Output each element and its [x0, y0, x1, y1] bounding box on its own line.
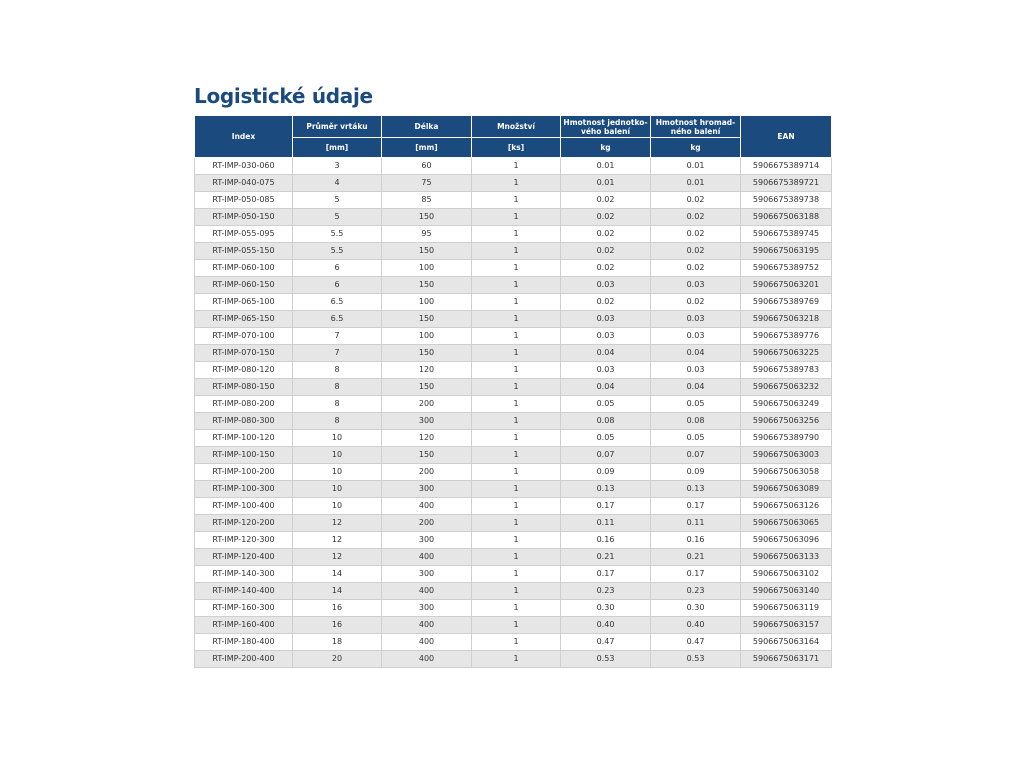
cell-length: 150 — [382, 379, 472, 396]
cell-ean: 5906675063140 — [741, 583, 832, 600]
cell-bulk-weight: 0.09 — [651, 464, 741, 481]
cell-index: RT-IMP-055-095 — [195, 226, 293, 243]
cell-index: RT-IMP-140-300 — [195, 566, 293, 583]
cell-unit-weight: 0.02 — [561, 192, 651, 209]
cell-bulk-weight: 0.05 — [651, 396, 741, 413]
cell-diameter: 12 — [293, 515, 382, 532]
cell-quantity: 1 — [472, 549, 561, 566]
cell-length: 300 — [382, 532, 472, 549]
cell-unit-weight: 0.07 — [561, 447, 651, 464]
cell-ean: 5906675063164 — [741, 634, 832, 651]
cell-ean: 5906675389790 — [741, 430, 832, 447]
cell-bulk-weight: 0.02 — [651, 243, 741, 260]
cell-index: RT-IMP-100-400 — [195, 498, 293, 515]
cell-unit-weight: 0.23 — [561, 583, 651, 600]
cell-diameter: 10 — [293, 498, 382, 515]
cell-quantity: 1 — [472, 634, 561, 651]
cell-bulk-weight: 0.01 — [651, 175, 741, 192]
cell-ean: 5906675063232 — [741, 379, 832, 396]
table-row — [195, 209, 832, 226]
cell-bulk-weight: 0.02 — [651, 260, 741, 277]
cell-ean: 5906675389745 — [741, 226, 832, 243]
cell-ean: 5906675063225 — [741, 345, 832, 362]
cell-ean: 5906675063102 — [741, 566, 832, 583]
cell-quantity: 1 — [472, 617, 561, 634]
cell-index: RT-IMP-080-200 — [195, 396, 293, 413]
cell-diameter: 7 — [293, 328, 382, 345]
table-row — [195, 413, 832, 430]
cell-length: 100 — [382, 260, 472, 277]
cell-diameter: 16 — [293, 600, 382, 617]
cell-ean: 5906675063249 — [741, 396, 832, 413]
col-header-length: Délka — [382, 116, 472, 138]
cell-diameter: 18 — [293, 634, 382, 651]
cell-quantity: 1 — [472, 175, 561, 192]
table-row — [195, 396, 832, 413]
cell-length: 200 — [382, 464, 472, 481]
cell-index: RT-IMP-030-060 — [195, 158, 293, 175]
cell-length: 300 — [382, 566, 472, 583]
cell-bulk-weight: 0.08 — [651, 413, 741, 430]
cell-quantity: 1 — [472, 583, 561, 600]
cell-ean: 5906675063195 — [741, 243, 832, 260]
cell-bulk-weight: 0.01 — [651, 158, 741, 175]
cell-bulk-weight: 0.53 — [651, 651, 741, 668]
cell-index: RT-IMP-100-200 — [195, 464, 293, 481]
cell-unit-weight: 0.09 — [561, 464, 651, 481]
table-row — [195, 549, 832, 566]
cell-length: 400 — [382, 651, 472, 668]
cell-quantity: 1 — [472, 430, 561, 447]
cell-ean: 5906675063188 — [741, 209, 832, 226]
table-row — [195, 430, 832, 447]
cell-diameter: 4 — [293, 175, 382, 192]
cell-unit-weight: 0.02 — [561, 243, 651, 260]
cell-ean: 5906675063126 — [741, 498, 832, 515]
cell-diameter: 7 — [293, 345, 382, 362]
table-row — [195, 328, 832, 345]
cell-bulk-weight: 0.11 — [651, 515, 741, 532]
cell-unit-weight: 0.11 — [561, 515, 651, 532]
cell-unit-weight: 0.04 — [561, 345, 651, 362]
cell-unit-weight: 0.53 — [561, 651, 651, 668]
table-row — [195, 345, 832, 362]
cell-length: 150 — [382, 209, 472, 226]
cell-diameter: 6.5 — [293, 311, 382, 328]
cell-unit-weight: 0.03 — [561, 328, 651, 345]
cell-length: 400 — [382, 634, 472, 651]
cell-diameter: 10 — [293, 430, 382, 447]
table-row — [195, 158, 832, 175]
unit-quantity: [ks] — [472, 138, 561, 158]
cell-diameter: 12 — [293, 532, 382, 549]
cell-bulk-weight: 0.17 — [651, 566, 741, 583]
table-row — [195, 532, 832, 549]
table-row — [195, 226, 832, 243]
cell-quantity: 1 — [472, 260, 561, 277]
cell-quantity: 1 — [472, 294, 561, 311]
table-row — [195, 294, 832, 311]
cell-bulk-weight: 0.47 — [651, 634, 741, 651]
table-row — [195, 260, 832, 277]
cell-unit-weight: 0.13 — [561, 481, 651, 498]
cell-unit-weight: 0.08 — [561, 413, 651, 430]
table-row — [195, 515, 832, 532]
cell-index: RT-IMP-100-150 — [195, 447, 293, 464]
cell-index: RT-IMP-100-120 — [195, 430, 293, 447]
cell-unit-weight: 0.05 — [561, 430, 651, 447]
cell-quantity: 1 — [472, 209, 561, 226]
cell-diameter: 5 — [293, 192, 382, 209]
table-row — [195, 175, 832, 192]
cell-quantity: 1 — [472, 362, 561, 379]
cell-diameter: 10 — [293, 447, 382, 464]
cell-quantity: 1 — [472, 413, 561, 430]
cell-index: RT-IMP-065-150 — [195, 311, 293, 328]
unit-unit-weight: kg — [561, 138, 651, 158]
cell-length: 150 — [382, 447, 472, 464]
cell-unit-weight: 0.16 — [561, 532, 651, 549]
cell-index: RT-IMP-120-300 — [195, 532, 293, 549]
cell-bulk-weight: 0.02 — [651, 294, 741, 311]
cell-quantity: 1 — [472, 311, 561, 328]
table-row — [195, 311, 832, 328]
table-row — [195, 379, 832, 396]
cell-unit-weight: 0.02 — [561, 226, 651, 243]
table-row — [195, 481, 832, 498]
cell-quantity: 1 — [472, 515, 561, 532]
cell-ean: 5906675389752 — [741, 260, 832, 277]
col-header-index: Index — [195, 116, 293, 158]
cell-length: 400 — [382, 617, 472, 634]
cell-ean: 5906675063157 — [741, 617, 832, 634]
col-header-ean: EAN — [741, 116, 832, 158]
cell-diameter: 5.5 — [293, 226, 382, 243]
cell-quantity: 1 — [472, 277, 561, 294]
cell-index: RT-IMP-070-150 — [195, 345, 293, 362]
table-row — [195, 277, 832, 294]
cell-diameter: 14 — [293, 583, 382, 600]
table-row — [195, 566, 832, 583]
cell-bulk-weight: 0.23 — [651, 583, 741, 600]
cell-length: 75 — [382, 175, 472, 192]
cell-length: 300 — [382, 481, 472, 498]
cell-unit-weight: 0.47 — [561, 634, 651, 651]
cell-index: RT-IMP-060-100 — [195, 260, 293, 277]
cell-unit-weight: 0.04 — [561, 379, 651, 396]
cell-length: 120 — [382, 362, 472, 379]
cell-unit-weight: 0.40 — [561, 617, 651, 634]
cell-quantity: 1 — [472, 498, 561, 515]
cell-length: 60 — [382, 158, 472, 175]
cell-quantity: 1 — [472, 328, 561, 345]
cell-quantity: 1 — [472, 379, 561, 396]
cell-index: RT-IMP-120-200 — [195, 515, 293, 532]
unit-diameter: [mm] — [293, 138, 382, 158]
cell-unit-weight: 0.17 — [561, 566, 651, 583]
cell-diameter: 8 — [293, 413, 382, 430]
cell-ean: 5906675063065 — [741, 515, 832, 532]
cell-length: 400 — [382, 498, 472, 515]
unit-length: [mm] — [382, 138, 472, 158]
cell-length: 150 — [382, 243, 472, 260]
cell-length: 300 — [382, 413, 472, 430]
cell-length: 85 — [382, 192, 472, 209]
cell-bulk-weight: 0.03 — [651, 362, 741, 379]
cell-length: 150 — [382, 311, 472, 328]
cell-bulk-weight: 0.02 — [651, 226, 741, 243]
cell-bulk-weight: 0.16 — [651, 532, 741, 549]
cell-ean: 5906675063058 — [741, 464, 832, 481]
cell-diameter: 6.5 — [293, 294, 382, 311]
cell-ean: 5906675063171 — [741, 651, 832, 668]
cell-index: RT-IMP-065-100 — [195, 294, 293, 311]
unit-bulk-weight: kg — [651, 138, 741, 158]
cell-length: 100 — [382, 294, 472, 311]
cell-diameter: 3 — [293, 158, 382, 175]
cell-diameter: 5.5 — [293, 243, 382, 260]
cell-quantity: 1 — [472, 396, 561, 413]
cell-bulk-weight: 0.02 — [651, 192, 741, 209]
cell-index: RT-IMP-080-120 — [195, 362, 293, 379]
cell-ean: 5906675063089 — [741, 481, 832, 498]
cell-ean: 5906675389776 — [741, 328, 832, 345]
cell-diameter: 10 — [293, 481, 382, 498]
cell-length: 200 — [382, 396, 472, 413]
cell-ean: 5906675389714 — [741, 158, 832, 175]
cell-unit-weight: 0.01 — [561, 175, 651, 192]
cell-unit-weight: 0.30 — [561, 600, 651, 617]
cell-bulk-weight: 0.02 — [651, 209, 741, 226]
table-row — [195, 243, 832, 260]
header-row — [195, 116, 832, 138]
cell-length: 95 — [382, 226, 472, 243]
cell-ean: 5906675389783 — [741, 362, 832, 379]
cell-unit-weight: 0.03 — [561, 362, 651, 379]
cell-ean: 5906675063119 — [741, 600, 832, 617]
cell-index: RT-IMP-160-400 — [195, 617, 293, 634]
cell-ean: 5906675063096 — [741, 532, 832, 549]
table-row — [195, 464, 832, 481]
cell-index: RT-IMP-070-100 — [195, 328, 293, 345]
cell-ean: 5906675389721 — [741, 175, 832, 192]
cell-index: RT-IMP-055-150 — [195, 243, 293, 260]
cell-unit-weight: 0.03 — [561, 277, 651, 294]
table-row — [195, 498, 832, 515]
cell-quantity: 1 — [472, 566, 561, 583]
cell-unit-weight: 0.17 — [561, 498, 651, 515]
col-header-quantity: Množství — [472, 116, 561, 138]
cell-unit-weight: 0.02 — [561, 294, 651, 311]
cell-ean: 5906675063256 — [741, 413, 832, 430]
cell-bulk-weight: 0.03 — [651, 311, 741, 328]
page-title: Logistické údaje — [194, 84, 373, 108]
cell-diameter: 12 — [293, 549, 382, 566]
cell-bulk-weight: 0.13 — [651, 481, 741, 498]
cell-length: 300 — [382, 600, 472, 617]
cell-index: RT-IMP-140-400 — [195, 583, 293, 600]
cell-quantity: 1 — [472, 158, 561, 175]
cell-index: RT-IMP-100-300 — [195, 481, 293, 498]
col-header-unit-weight: Hmotnost jednotko-vého balení — [561, 116, 651, 138]
cell-diameter: 8 — [293, 362, 382, 379]
cell-index: RT-IMP-080-300 — [195, 413, 293, 430]
cell-bulk-weight: 0.07 — [651, 447, 741, 464]
cell-ean: 5906675063133 — [741, 549, 832, 566]
cell-length: 200 — [382, 515, 472, 532]
col-header-diameter: Průměr vrtáku — [293, 116, 382, 138]
cell-length: 150 — [382, 277, 472, 294]
cell-index: RT-IMP-200-400 — [195, 651, 293, 668]
cell-diameter: 6 — [293, 260, 382, 277]
cell-quantity: 1 — [472, 243, 561, 260]
cell-ean: 5906675389769 — [741, 294, 832, 311]
cell-diameter: 20 — [293, 651, 382, 668]
cell-ean: 5906675063003 — [741, 447, 832, 464]
cell-index: RT-IMP-180-400 — [195, 634, 293, 651]
table-row — [195, 600, 832, 617]
table-row — [195, 583, 832, 600]
cell-unit-weight: 0.01 — [561, 158, 651, 175]
cell-quantity: 1 — [472, 532, 561, 549]
cell-diameter: 14 — [293, 566, 382, 583]
cell-quantity: 1 — [472, 447, 561, 464]
cell-index: RT-IMP-160-300 — [195, 600, 293, 617]
cell-diameter: 6 — [293, 277, 382, 294]
cell-bulk-weight: 0.40 — [651, 617, 741, 634]
table-body — [195, 158, 832, 668]
cell-quantity: 1 — [472, 226, 561, 243]
cell-quantity: 1 — [472, 600, 561, 617]
cell-length: 100 — [382, 328, 472, 345]
table-row — [195, 362, 832, 379]
cell-length: 400 — [382, 549, 472, 566]
cell-index: RT-IMP-080-150 — [195, 379, 293, 396]
cell-unit-weight: 0.02 — [561, 260, 651, 277]
cell-bulk-weight: 0.03 — [651, 277, 741, 294]
table-row — [195, 192, 832, 209]
cell-index: RT-IMP-050-085 — [195, 192, 293, 209]
cell-quantity: 1 — [472, 481, 561, 498]
cell-index: RT-IMP-060-150 — [195, 277, 293, 294]
cell-unit-weight: 0.02 — [561, 209, 651, 226]
cell-ean: 5906675389738 — [741, 192, 832, 209]
cell-quantity: 1 — [472, 651, 561, 668]
cell-bulk-weight: 0.21 — [651, 549, 741, 566]
cell-bulk-weight: 0.04 — [651, 379, 741, 396]
col-header-bulk-weight: Hmotnost hromad-ného balení — [651, 116, 741, 138]
cell-bulk-weight: 0.30 — [651, 600, 741, 617]
cell-unit-weight: 0.05 — [561, 396, 651, 413]
cell-diameter: 5 — [293, 209, 382, 226]
cell-bulk-weight: 0.05 — [651, 430, 741, 447]
cell-ean: 5906675063201 — [741, 277, 832, 294]
cell-diameter: 16 — [293, 617, 382, 634]
logistics-table — [194, 115, 832, 668]
table-row — [195, 634, 832, 651]
table-row — [195, 651, 832, 668]
cell-length: 120 — [382, 430, 472, 447]
cell-bulk-weight: 0.17 — [651, 498, 741, 515]
cell-quantity: 1 — [472, 464, 561, 481]
cell-index: RT-IMP-120-400 — [195, 549, 293, 566]
cell-diameter: 8 — [293, 379, 382, 396]
cell-quantity: 1 — [472, 345, 561, 362]
cell-bulk-weight: 0.03 — [651, 328, 741, 345]
table-row — [195, 617, 832, 634]
cell-unit-weight: 0.21 — [561, 549, 651, 566]
cell-index: RT-IMP-050-150 — [195, 209, 293, 226]
table-row — [195, 447, 832, 464]
cell-ean: 5906675063218 — [741, 311, 832, 328]
cell-length: 150 — [382, 345, 472, 362]
cell-bulk-weight: 0.04 — [651, 345, 741, 362]
cell-length: 400 — [382, 583, 472, 600]
cell-quantity: 1 — [472, 192, 561, 209]
cell-index: RT-IMP-040-075 — [195, 175, 293, 192]
cell-unit-weight: 0.03 — [561, 311, 651, 328]
cell-diameter: 10 — [293, 464, 382, 481]
cell-diameter: 8 — [293, 396, 382, 413]
